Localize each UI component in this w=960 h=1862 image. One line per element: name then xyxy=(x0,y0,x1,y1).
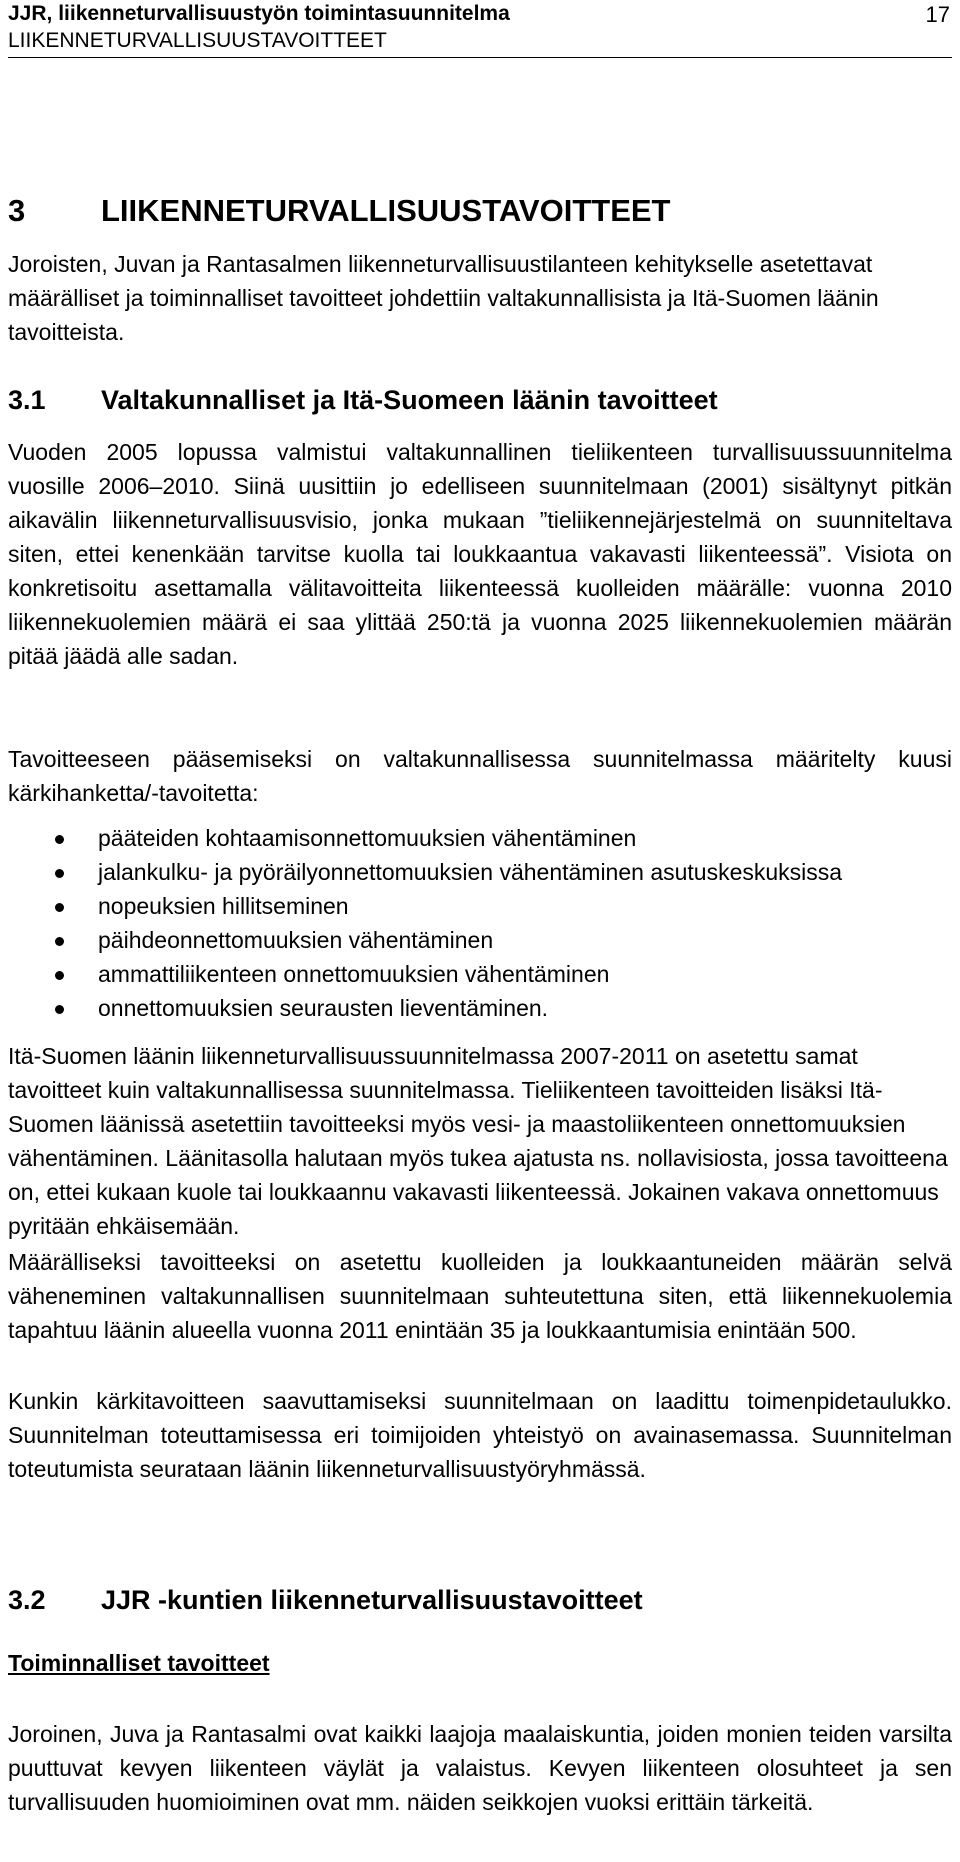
list-item-text: päihdeonnettomuuksien vähentäminen xyxy=(98,927,494,953)
section-3-2-heading xyxy=(8,1585,643,1616)
paragraph: Itä-Suomen läänin liikenneturvallisuussuunnitelmassa 2007-2011 on asetettu samat tavoitteet kuin valtakunnallisessa suunnitelmassa. Tieliikenteen tavoitteiden lisäksi Itä-Suomen läänissä asetettiin tavoitteeksi myös vesi- ja maastoliikenteen onnettomuuksien vähentäminen. Läänitasolla halutaan myös tukea ajatusta ns. nollavisiosta, jossa tavoitteena on, ettei kukaan kuole tai loukkaannu vakavasti liikenteessä. Jokainen vakava onnettomuus pyritään ehkäisemään. xyxy=(8,1043,948,1239)
list-item xyxy=(0,889,940,923)
bullet-icon xyxy=(55,1005,64,1014)
paragraph: Kunkin kärkitavoitteen saavuttamiseksi suunnitelmaan on laadittu toimenpidetaulukko. Suunnitelman toteuttamisessa eri toimijoiden yhteistyö on avainasemassa. Suunnitelman toteutumista seurataan läänin liikenneturvallisuustyöryhmässä. xyxy=(8,1388,952,1482)
goals-list xyxy=(0,821,940,1025)
paragraph: Vuoden 2005 lopussa valmistui valtakunnallinen tieliikenteen turvallisuussuunnitelma vuosille 2006–2010. Siinä uusittiin jo edelliseen suunnitelmaan (2001) sisältynyt pitkän aikavälin liikenneturvallisuusvisio, jonka mukaan ”tieliikennejärjestelmä on suunniteltava siten, ettei kenenkään tarvitse kuolla tai loukkaantua vakavasti liikenteessä”. Visiota on konkretisoitu asettamalla välitavoitteita liikenteessä kuolleiden määrälle: vuonna 2010 liikennekuolemien määrä ei saa ylittää 250:tä ja vuonna 2025 liikennekuolemien määrän pitää jäädä alle sadan. xyxy=(8,439,952,669)
list-item-text: ammattiliikenteen onnettomuuksien vähentäminen xyxy=(98,961,610,987)
subheading: Toiminnalliset tavoitteet xyxy=(8,1650,270,1676)
paragraph: Joroinen, Juva ja Rantasalmi ovat kaikki laajoja maalaiskuntia, joiden monien teiden varsilta puuttuvat kevyen liikenteen väylät ja valaistus. Kevyen liikenteen olosuhteet ja sen turvallisuuden huomioiminen ovat mm. näiden seikkojen vuoksi erittäin tärkeitä. xyxy=(8,1721,952,1815)
bullet-icon xyxy=(55,835,64,844)
bullet-icon xyxy=(55,869,64,878)
section-number: 3.1 xyxy=(8,385,46,415)
bullet-icon xyxy=(55,903,64,912)
paragraph: Määrälliseksi tavoitteeksi on asetettu kuolleiden ja loukkaantuneiden määrän selvä väheneminen valtakunnallisen suunnitelmaan suhteutettuna siten, että liikennekuolemia tapahtuu läänin alueella vuonna 2011 enintään 35 ja loukkaantumisia enintään 500. xyxy=(8,1249,952,1343)
section-title: JJR -kuntien liikenneturvallisuustavoitteet xyxy=(101,1585,643,1615)
list-item-text: nopeuksien hillitseminen xyxy=(98,893,349,919)
section-title: LIIKENNETURVALLISUUSTAVOITTEET xyxy=(101,193,671,228)
page-number: 17 xyxy=(925,2,950,27)
running-header-subtitle: LIIKENNETURVALLISUUSTAVOITTEET xyxy=(8,29,387,52)
section-number: 3.2 xyxy=(8,1585,46,1615)
list-item-text: onnettomuuksien seurausten lieventäminen. xyxy=(98,995,549,1021)
list-item xyxy=(0,855,940,889)
section-title: Valtakunnalliset ja Itä-Suomeen läänin tavoitteet xyxy=(101,385,718,415)
section-3-intro: Joroisten, Juvan ja Rantasalmen liikenneturvallisuustilanteen kehitykselle asetettavat määrälliset ja toiminnalliset tavoitteet johdettiin valtakunnallisista ja Itä-Suomen läänin tavoitteista. xyxy=(8,251,879,345)
running-header-title: JJR, liikenneturvallisuustyön toimintasuunnitelma xyxy=(8,2,510,25)
list-item xyxy=(0,991,940,1025)
header-rule xyxy=(8,57,952,58)
list-item xyxy=(0,923,940,957)
list-item xyxy=(0,957,940,991)
section-3-heading xyxy=(8,193,671,229)
list-item-text: jalankulku- ja pyöräilyonnettomuuksien vähentäminen asutuskeskuksissa xyxy=(98,859,843,885)
paragraph: Tavoitteeseen pääsemiseksi on valtakunnallisessa suunnitelmassa määritelty kuusi kärkihanketta/-tavoitetta: xyxy=(8,746,952,806)
bullet-icon xyxy=(55,937,64,946)
bullet-icon xyxy=(55,971,64,980)
list-item-text: pääteiden kohtaamisonnettomuuksien vähentäminen xyxy=(98,825,637,851)
section-number: 3 xyxy=(8,193,26,228)
list-item xyxy=(0,821,940,855)
section-3-1-heading xyxy=(8,385,718,416)
